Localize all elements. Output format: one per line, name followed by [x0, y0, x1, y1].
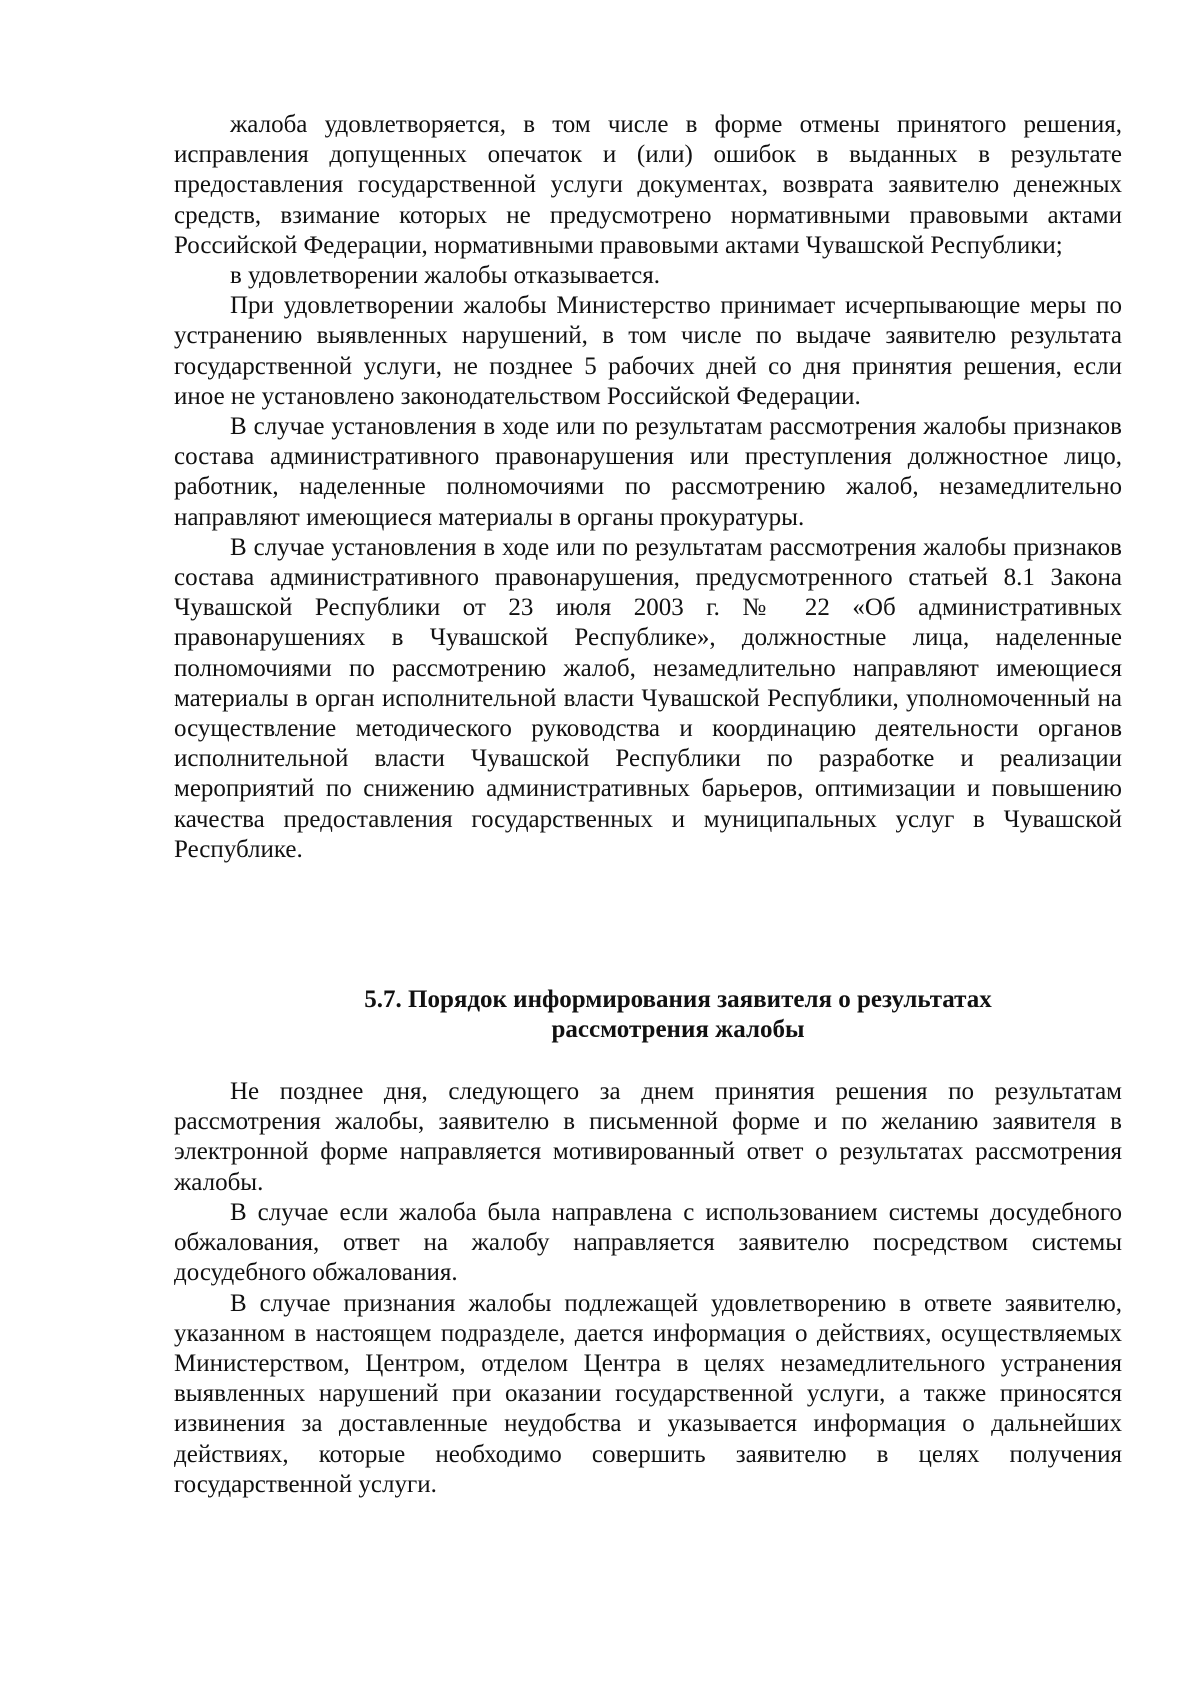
paragraph-administrative-offense: В случае установления в ходе или по результатам рассмотрения жалобы признаков состава административного правонарушения, предусмотренного статьей 8.1 Закона Чувашской Республики от 23 июля 2003 г. № 22 «Об административных правонарушениях в Чувашской Республике», должностные лица, наделенные полномочиями по рассмотрению жалоб, незамедлительно направляют имеющиеся материалы в орган исполнительной власти Чувашской Республики, уполномоченный на осуществление методического руководства и координацию деятельности органов исполнительной власти Чувашской Республики по разработке и реализации мероприятий по снижению административных барьеров, оптимизации и повышению качества предоставления государственных и муниципальных услуг в Чувашской Республике. [174, 533, 1122, 863]
paragraph-response-content: В случае признания жалобы подлежащей удовлетворению в ответе заявителю, указанном в настоящем подразделе, дается информация о действиях, осуществляемых Министерством, Центром, отделом Центра в целях незамедлительного устранения выявленных нарушений при оказании государственной услуги, а также приносятся извинения за доставленные неудобства и указывается информация о дальнейших действиях, которые необходимо совершить заявителю в целях получения государственной услуги. [174, 1289, 1122, 1498]
paragraph-remedy-measures: При удовлетворении жалобы Министерство принимает исчерпывающие меры по устранению выявленных нарушений, в том числе по выдаче заявителю результата государственной услуги, не позднее 5 рабочих дней со дня принятия решения, если иное не установлено законодательством Российской Федерации. [174, 292, 1122, 410]
paragraph-prosecutor-referral: В случае установления в ходе или по результатам рассмотрения жалобы признаков состава административного правонарушения или преступления должностное лицо, работник, наделенные полномочиями по рассмотрению жалоб, незамедлительно направляют имеющиеся материалы в органы прокуратуры. [174, 413, 1122, 531]
paragraph-complaint-satisfied: жалоба удовлетворяется, в том числе в форме отмены принятого решения, исправления допущенных опечаток и (или) ошибок в выданных в результате предоставления государственной услуги документах, возврата заявителю денежных средств, взимание которых не предусмотрено нормативными правовыми актами Российской Федерации, нормативными правовыми актами Чувашской Республики; [174, 111, 1122, 259]
paragraph-complaint-refused: в удовлетворении жалобы отказывается. [230, 262, 660, 290]
paragraph-response-deadline: Не позднее дня, следующего за днем принятия решения по результатам рассмотрения жалобы, заявителю в письменной форме и по желанию заявителя в электронной форме направляется мотивированный ответ о результатах рассмотрения жалобы. [174, 1078, 1122, 1196]
heading-spacer [174, 1045, 1122, 1077]
document-page [174, 110, 1122, 1500]
section-heading-line2: рассмотрения жалобы [551, 1016, 805, 1044]
section-spacer [174, 865, 1122, 985]
section-heading-line1: 5.7. Порядок информирования заявителя о результатах [364, 986, 992, 1014]
paragraph-pretrial-system: В случае если жалоба была направлена с использованием системы досудебного обжалования, ответ на жалобу направляется заявителю посредством системы досудебного обжалования. [174, 1198, 1122, 1287]
section-heading [174, 985, 1122, 1045]
